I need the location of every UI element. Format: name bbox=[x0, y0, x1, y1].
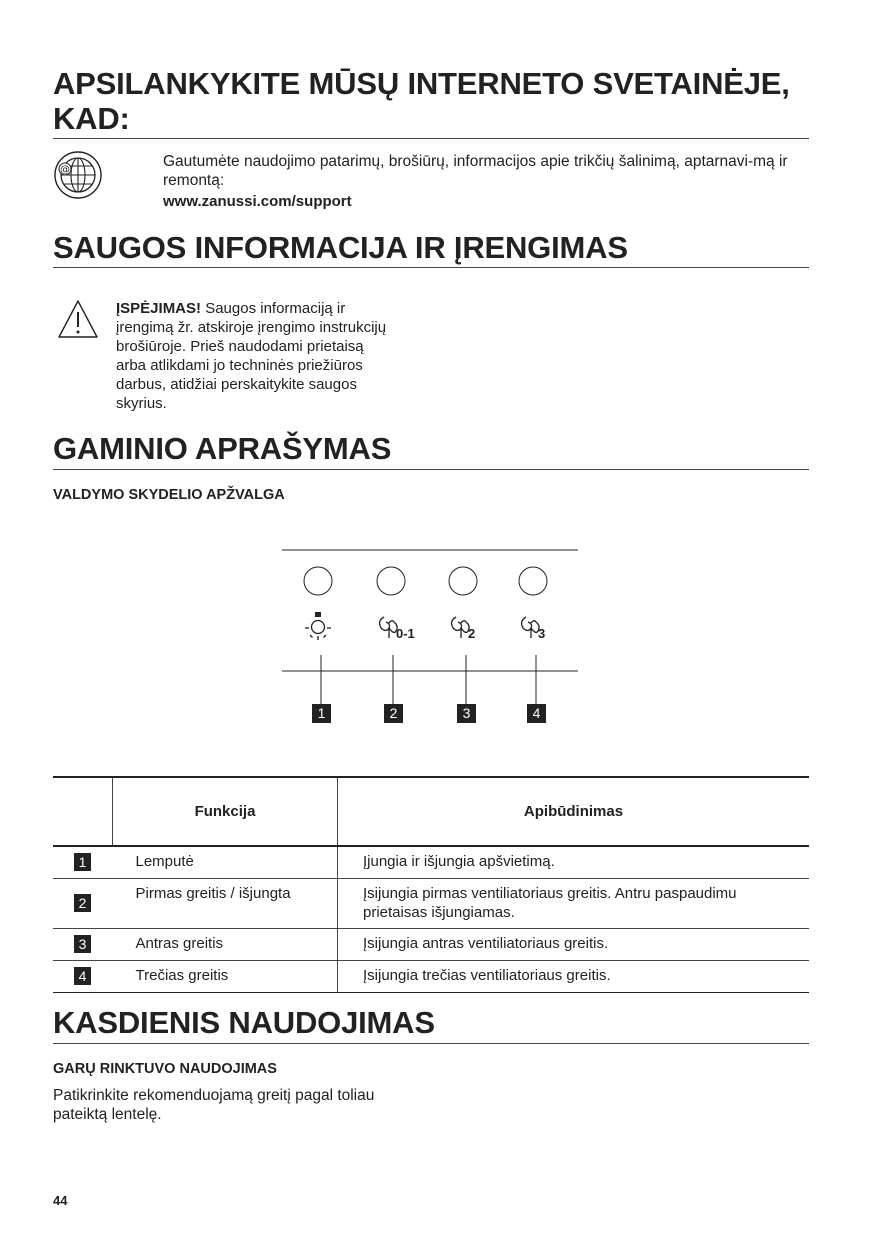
table-row bbox=[53, 960, 809, 992]
light-button[interactable] bbox=[304, 567, 332, 595]
product-heading: GAMINIO APRAŠYMAS bbox=[53, 431, 392, 466]
function-table bbox=[53, 776, 809, 993]
divider bbox=[53, 1043, 809, 1044]
callout-4: 4 bbox=[527, 704, 546, 723]
row-function: Trečias greitis bbox=[135, 966, 229, 984]
row-function: Lemputė bbox=[135, 853, 194, 870]
light-bulb-icon bbox=[305, 612, 331, 640]
svg-text:@: @ bbox=[60, 164, 70, 176]
fan-speed-3-button[interactable] bbox=[519, 567, 547, 595]
fan-speed-1-button[interactable] bbox=[377, 567, 405, 595]
table-header-description: Apibūdinimas bbox=[338, 777, 810, 846]
page-number: 44 bbox=[53, 1193, 68, 1208]
warning-block bbox=[116, 299, 396, 413]
callout-1: 1 bbox=[312, 704, 331, 723]
safety-heading: SAUGOS INFORMACIJA IR ĮRENGIMAS bbox=[53, 230, 628, 265]
daily-use-subheading: GARŲ RINKTUVO NAUDOJIMAS bbox=[53, 1061, 277, 1077]
support-link[interactable]: www.zanussi.com/support bbox=[163, 193, 352, 210]
table-row bbox=[53, 878, 809, 928]
table-row bbox=[53, 928, 809, 960]
warning-text: Saugos informaciją ir įrengimą žr. atskiroje įrengimo instrukcijų brošiūroje. Prieš naudodami prietaisą arba atlikdami jo techninės priežiūros darbus, atidžiai perskaitykite saugos skyrius. bbox=[116, 300, 387, 412]
row-number: 2 bbox=[74, 894, 91, 912]
daily-use-text: Patikrinkite rekomenduojamą greitį pagal toliau pateiktą lentelę. bbox=[53, 1087, 375, 1123]
warning-label: ĮSPĖJIMAS! bbox=[116, 300, 202, 317]
fan-icon bbox=[452, 617, 470, 638]
divider bbox=[53, 469, 809, 470]
website-description: Gautumėte naudojimo patarimų, brošiūrų, informacijos apie trikčių šalinimą, aptarnavi-mą ir remontą: bbox=[163, 153, 788, 189]
row-number: 4 bbox=[74, 967, 91, 985]
fan-icon bbox=[522, 617, 540, 638]
row-description: Įsijungia trečias ventiliatoriaus greitis. bbox=[363, 966, 611, 984]
website-heading: APSILANKYKITE MŪSŲ INTERNETO SVETAINĖJE, KAD: bbox=[53, 66, 790, 136]
divider bbox=[53, 267, 809, 268]
divider bbox=[53, 138, 809, 139]
row-description: Įjungia ir išjungia apšvietimą. bbox=[363, 853, 555, 870]
callout-3: 3 bbox=[457, 704, 476, 723]
table-row bbox=[53, 846, 809, 878]
fan-label-2: 2 bbox=[468, 626, 476, 641]
row-function: Pirmas greitis / išjungta bbox=[135, 884, 291, 902]
callout-2: 2 bbox=[384, 704, 403, 723]
row-number: 3 bbox=[74, 935, 91, 953]
row-description: Įsijungia antras ventiliatoriaus greitis. bbox=[363, 934, 609, 952]
table-header-function: Funkcija bbox=[113, 777, 338, 846]
fan-speed-2-button[interactable] bbox=[449, 567, 477, 595]
row-function: Antras greitis bbox=[135, 934, 224, 952]
row-number: 1 bbox=[74, 853, 91, 871]
panel-subheading: VALDYMO SKYDELIO APŽVALGA bbox=[53, 487, 285, 503]
fan-label-3: 3 bbox=[538, 626, 546, 641]
fan-label-0-1: 0-1 bbox=[396, 626, 415, 641]
row-description: Įsijungia pirmas ventiliatoriaus greitis. Antru paspaudimu prietaisas išjungiamas. bbox=[363, 884, 737, 921]
table-header-empty bbox=[53, 777, 113, 846]
globe-at-icon bbox=[53, 150, 103, 200]
fan-icon bbox=[380, 617, 398, 638]
warning-triangle-icon bbox=[57, 299, 99, 339]
control-panel-diagram bbox=[280, 548, 580, 728]
daily-use-heading: KASDIENIS NAUDOJIMAS bbox=[53, 1005, 435, 1040]
